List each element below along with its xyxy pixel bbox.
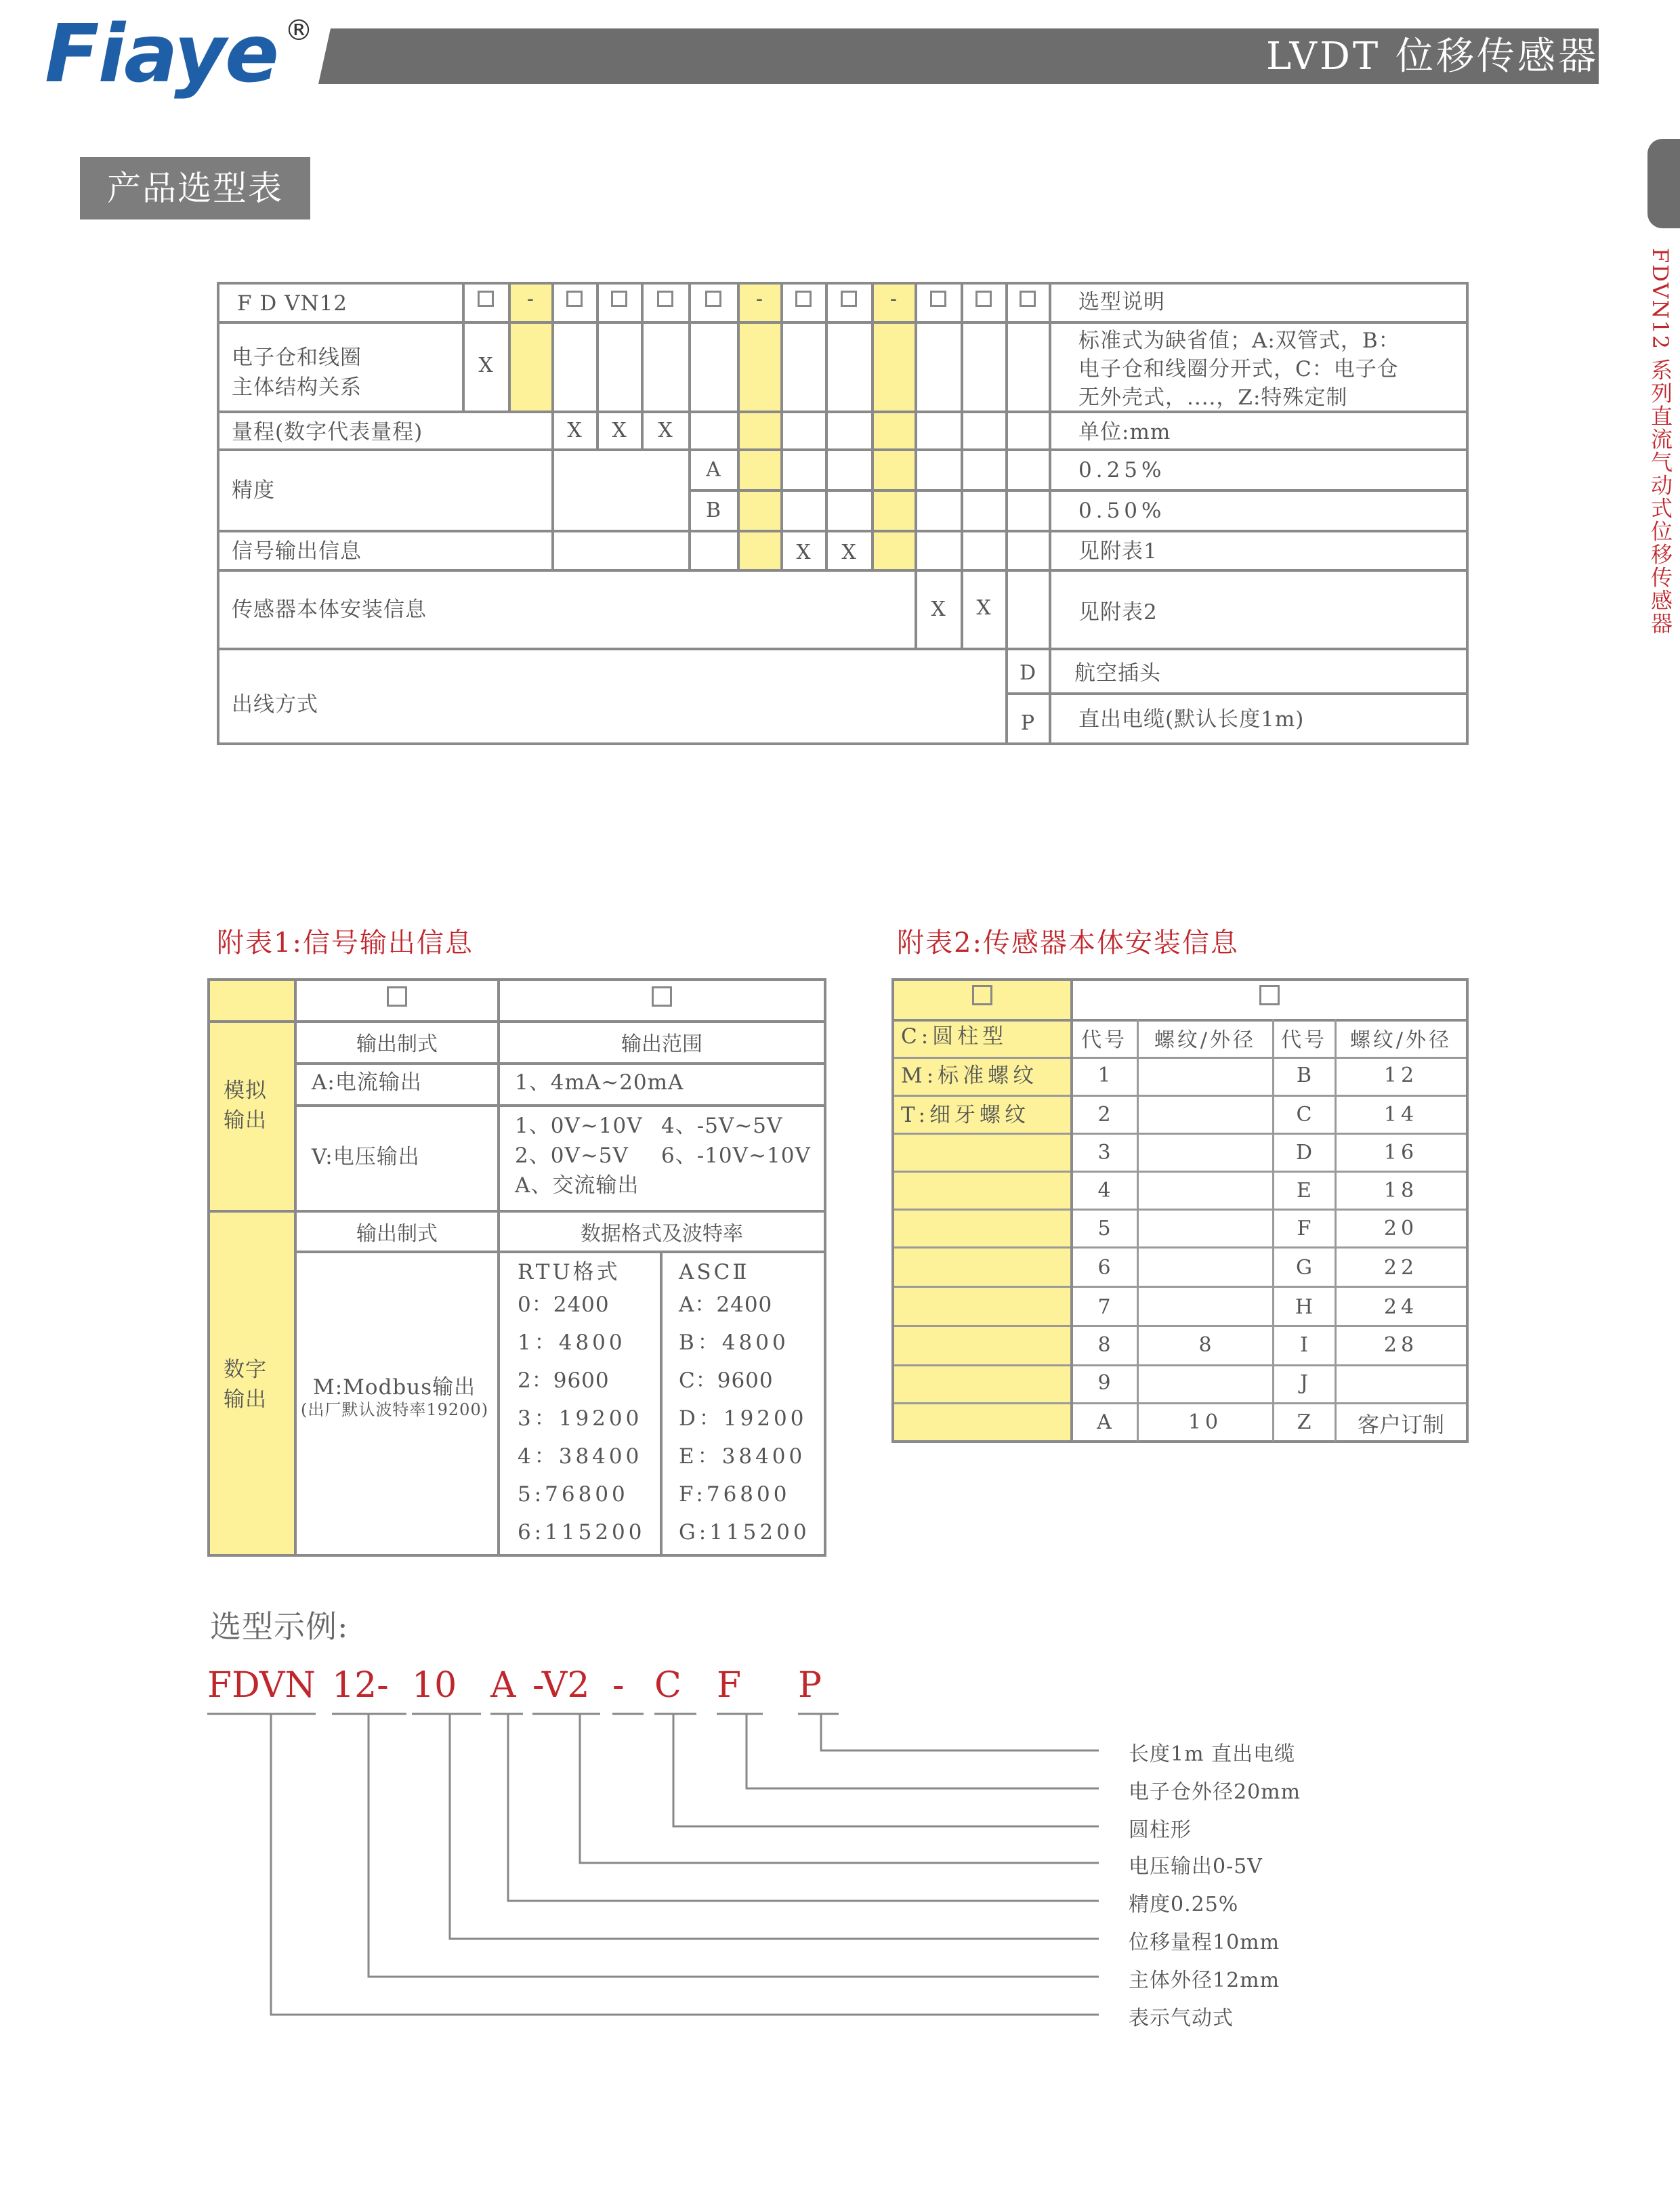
table-cell: 3 xyxy=(1097,1141,1111,1165)
table-cell: 8 xyxy=(1097,1333,1111,1357)
brand-logo: Fiaye xyxy=(45,7,278,100)
spec-header: 选型说明 xyxy=(1078,290,1165,314)
current-output: A:电流输出 xyxy=(312,1070,422,1095)
col-data-format: 数据格式及波特率 xyxy=(581,1222,743,1246)
table-cell: 5 xyxy=(1097,1217,1111,1240)
legend-item: 精度0.25% xyxy=(1129,1893,1239,1916)
legend-item: 主体外径12mm xyxy=(1129,1969,1280,1992)
code-cell: A xyxy=(706,458,721,482)
row-label-signal: 信号输出信息 xyxy=(232,539,362,564)
type-fine-thread: T:细牙螺纹 xyxy=(901,1103,1030,1127)
legend-item: 电子仓外径20mm xyxy=(1129,1780,1301,1804)
col-thread: 螺纹/外径 xyxy=(1154,1028,1257,1052)
row-desc-structure: 标准式为缺省值；A:双管式，B： 电子仓和线圈分开式，C：电子仓 无外壳式，....，Z:特殊定制 xyxy=(1078,329,1400,410)
registered-mark: ® xyxy=(285,14,313,47)
table-cell: J xyxy=(1299,1371,1309,1395)
table-cell: 28 xyxy=(1383,1333,1419,1357)
table-cell: C xyxy=(1296,1103,1312,1127)
rtu-item: 5:76800 xyxy=(518,1482,629,1507)
col-thread: 螺纹/外径 xyxy=(1349,1028,1452,1052)
col-output-type: 输出制式 xyxy=(356,1222,438,1246)
row-label-mounting: 传感器本体安装信息 xyxy=(232,597,427,622)
table-cell: 20 xyxy=(1383,1217,1419,1240)
dash: - xyxy=(889,287,898,311)
table-cell: 客户订制 xyxy=(1357,1412,1444,1438)
code-cell: B xyxy=(705,499,721,522)
code-cell: X xyxy=(976,596,991,620)
code-cell: P xyxy=(1020,711,1035,735)
example-part: A xyxy=(490,1665,516,1706)
row-label-wiring: 出线方式 xyxy=(232,692,318,717)
legend-item: 圆柱形 xyxy=(1129,1818,1192,1842)
table-cell: 24 xyxy=(1383,1295,1419,1319)
dash: - xyxy=(755,287,763,311)
table-cell: 7 xyxy=(1097,1295,1111,1319)
ascii-item: B：4800 xyxy=(679,1330,789,1355)
row-desc-mounting: 见附表2 xyxy=(1078,600,1158,625)
table-cell: B xyxy=(1296,1064,1312,1087)
voltage-output: V:电压输出 xyxy=(312,1145,420,1169)
example-part: 10 xyxy=(412,1665,457,1706)
current-range: 1、4mA~20mA xyxy=(515,1070,684,1095)
table-cell: I xyxy=(1300,1333,1308,1357)
ascii-item: D：19200 xyxy=(679,1406,807,1431)
modbus-output: M:Modbus输出 xyxy=(313,1375,476,1400)
example-part: P xyxy=(798,1665,822,1706)
col-code: 代号 xyxy=(1081,1028,1127,1052)
rtu-item: 0：2400 xyxy=(518,1293,610,1317)
appendix2-title: 附表2:传感器本体安装信息 xyxy=(897,927,1239,959)
table-cell: H xyxy=(1295,1295,1314,1319)
ascii-item: A：2400 xyxy=(679,1293,773,1317)
code-cell: X xyxy=(612,419,627,442)
code-cell: X xyxy=(478,354,493,377)
code-cell: X xyxy=(567,419,582,442)
code-cell: X xyxy=(796,541,811,564)
table-cell: 12 xyxy=(1383,1064,1419,1087)
example-part: 12- xyxy=(332,1665,389,1706)
code-cell: X xyxy=(841,541,856,564)
voltage-range: 4、-5V~5V xyxy=(661,1114,783,1138)
ascii-item: E：38400 xyxy=(679,1444,806,1469)
digital-label: 数字 输出 xyxy=(224,1358,267,1412)
dash: - xyxy=(526,287,534,311)
table-cell: 22 xyxy=(1383,1256,1419,1280)
table-cell: A xyxy=(1097,1410,1112,1434)
table-cell: D xyxy=(1295,1141,1313,1165)
table-cell: 10 xyxy=(1188,1410,1223,1434)
row-label-accuracy: 精度 xyxy=(232,478,275,503)
code-cell: X xyxy=(931,597,946,621)
col-output-type: 输出制式 xyxy=(356,1032,438,1056)
modbus-note: (出厂默认波特率19200) xyxy=(301,1400,489,1419)
voltage-range: 1、0V~10V xyxy=(515,1114,643,1138)
row-desc-signal: 见附表1 xyxy=(1078,539,1158,564)
row-label-range: 量程(数字代表量程) xyxy=(232,420,423,444)
voltage-range: 6、-10V~10V xyxy=(661,1144,811,1168)
type-standard-thread: M:标准螺纹 xyxy=(901,1064,1038,1088)
side-product-label: FDVN12 系列直流气动式位移传感器 xyxy=(1647,248,1673,635)
model-code: F D VN12 xyxy=(237,291,348,316)
code-cell: D xyxy=(1019,661,1036,685)
section-title: 产品选型表 xyxy=(80,157,310,219)
table-cell: 8 xyxy=(1198,1333,1212,1357)
rtu-item: 6:115200 xyxy=(518,1520,646,1545)
table-cell: Z xyxy=(1297,1410,1311,1434)
table-cell: 14 xyxy=(1383,1103,1419,1127)
ascii-item: F:76800 xyxy=(679,1482,791,1507)
table-cell: E xyxy=(1297,1179,1311,1202)
ascii-item: G:115200 xyxy=(679,1520,810,1545)
voltage-range: 2、0V~5V xyxy=(515,1144,629,1168)
legend-item: 电压输出0-5V xyxy=(1129,1855,1263,1879)
table-cell: G xyxy=(1296,1256,1312,1280)
wiring-connector: 航空插头 xyxy=(1074,661,1161,686)
rtu-item: 1：4800 xyxy=(518,1330,626,1355)
type-cylinder: C:圆柱型 xyxy=(901,1024,1008,1049)
row-desc-range: 单位:mm xyxy=(1078,420,1171,444)
rtu-item: 4：38400 xyxy=(518,1444,643,1469)
wiring-cable: 直出电缆(默认长度1m) xyxy=(1078,707,1305,732)
table-cell: 1 xyxy=(1097,1064,1111,1087)
example-title: 选型示例: xyxy=(210,1608,349,1645)
table-cell: F xyxy=(1297,1217,1311,1240)
rtu-item: 3：19200 xyxy=(518,1406,643,1431)
analog-label: 模拟 输出 xyxy=(224,1078,267,1133)
rtu-header: RTU格式 xyxy=(518,1260,621,1284)
ascii-item: C：9600 xyxy=(679,1368,774,1393)
rtu-item: 2：9600 xyxy=(518,1368,610,1393)
example-part: - xyxy=(612,1665,625,1706)
table-cell: 2 xyxy=(1097,1103,1111,1127)
table-cell: 16 xyxy=(1383,1141,1419,1165)
ascii-header: ASCⅡ xyxy=(679,1260,750,1284)
voltage-range: A、交流输出 xyxy=(515,1173,639,1198)
legend-item: 长度1m 直出电缆 xyxy=(1129,1742,1296,1766)
table-cell: 18 xyxy=(1383,1179,1419,1202)
example-part: C xyxy=(654,1665,681,1706)
accuracy-a: 0.25% xyxy=(1078,458,1166,482)
example-part: F xyxy=(717,1665,742,1706)
example-part: -V2 xyxy=(532,1665,590,1706)
table-cell: 4 xyxy=(1097,1179,1111,1202)
col-code: 代号 xyxy=(1281,1028,1327,1052)
appendix1-title: 附表1:信号输出信息 xyxy=(217,927,474,959)
legend-item: 位移量程10mm xyxy=(1129,1931,1280,1954)
header-title: LVDT 位移传感器 xyxy=(1265,35,1599,79)
row-label-structure: 电子仓和线圈 主体结构关系 xyxy=(232,345,362,400)
col-output-range: 输出范围 xyxy=(621,1032,702,1056)
code-cell: X xyxy=(658,419,673,442)
legend-item: 表示气动式 xyxy=(1129,2007,1234,2030)
table-cell: 6 xyxy=(1097,1256,1111,1280)
table-cell: 9 xyxy=(1097,1371,1111,1395)
accuracy-b: 0.50% xyxy=(1078,499,1166,523)
example-part: FDVN xyxy=(207,1665,316,1706)
